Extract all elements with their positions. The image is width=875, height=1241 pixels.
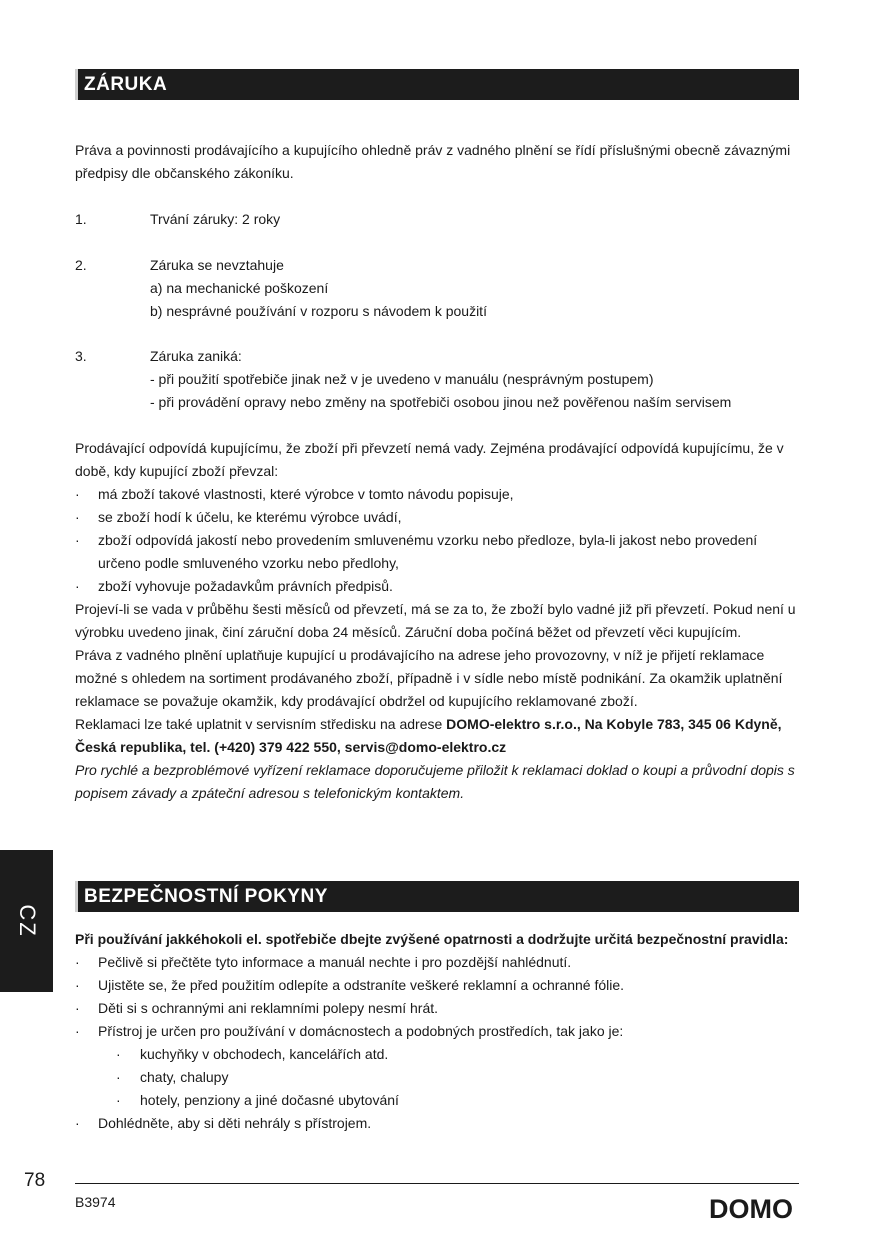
list-item-text: má zboží takové vlastnosti, které výrobce v tomto návodu popisuje, xyxy=(98,486,514,502)
bullet-icon: · xyxy=(116,1069,121,1085)
service-paragraph xyxy=(75,713,799,759)
italic-note: Pro rychlé a bezproblémové vyřízení reklamace doporučujeme přiložit k reklamaci doklad o koupi a průvodní dopis s popisem závady a zpáteční adresou s telefonickým kontaktem. xyxy=(75,762,795,801)
domo-logo xyxy=(702,1194,800,1222)
safety-intro: Při používání jakkéhokoli el. spotřebiče dbejte zvýšené opatrnosti a dodržujte určitá bezpečnostní pravidla: xyxy=(75,931,789,947)
defect-paragraph: Projeví-li se vada v průběhu šesti měsíců od převzetí, má se za to, že zboží bylo vadné již při převzetí. Pokud není u výrobku uvedeno jinak, činí záruční doba 24 měsíců. Záruční doba počíná běžet od převzetí věci kupujícím. xyxy=(75,601,796,640)
list-item xyxy=(75,575,799,598)
list-item xyxy=(75,997,799,1020)
item-line: - při použití spotřebiče jinak než v je uvedeno v manuálu (nesprávným postupem) xyxy=(150,371,654,387)
logo-text: DOMO xyxy=(709,1194,793,1222)
list-item xyxy=(75,974,799,997)
sub-list-item xyxy=(75,1066,799,1089)
item-number: 3. xyxy=(75,348,87,364)
seller-paragraph: Prodávající odpovídá kupujícímu, že zboží při převzetí nemá vady. Zejména prodávající odpovídá kupujícímu, že v době, kdy kupující zboží převzal: xyxy=(75,440,784,479)
language-tab-label: CZ xyxy=(14,904,40,938)
list-item xyxy=(75,506,799,529)
bullet-icon: · xyxy=(75,532,80,548)
list-item-text: Ujistěte se, že před použitím odlepíte a odstraníte veškeré reklamní a ochranné fólie. xyxy=(98,977,625,993)
service-address: DOMO-elektro s.r.o., Na Kobyle 783, 345 06 Kdyně, Česká republika, tel. (+420) 379 422 550, servis@domo-elektro.cz xyxy=(75,716,782,755)
claim-paragraph: Práva z vadného plnění uplatňuje kupující u prodávajícího na adrese jeho provozovny, v níž je přijetí reklamace možné s ohledem na sortiment prodávaného zboží, případně i v sídle nebo místě podnikání. Za okamžik uplatnění reklamace se považuje okamžik, kdy prodávající obdržel od kupujícího reklamované zboží. xyxy=(75,647,783,709)
list-item-text: zboží vyhovuje požadavkům právních předpisů. xyxy=(98,578,393,594)
page-number: 78 xyxy=(24,1170,46,1191)
bullet-icon: · xyxy=(75,954,80,970)
list-item xyxy=(75,483,799,506)
item-line: a) na mechanické poškození xyxy=(150,280,329,296)
service-prefix: Reklamaci lze také uplatnit v servisním středisku na adrese xyxy=(75,716,447,732)
bullet-icon: · xyxy=(75,977,80,993)
list-item-text: Dohlédněte, aby si děti nehrály s přístrojem. xyxy=(98,1115,372,1131)
list-item-text: Přístroj je určen pro používání v domácnostech a podobných prostředích, tak jako je: xyxy=(98,1023,624,1039)
bullet-icon: · xyxy=(116,1046,121,1062)
bullet-icon: · xyxy=(75,509,80,525)
item-line: - při provádění opravy nebo změny na spotřebiči osobou jinou než pověřenou naším servisem xyxy=(150,394,732,410)
item-line: Trvání záruky: 2 roky xyxy=(150,211,281,227)
language-tab xyxy=(0,850,53,992)
bullet-icon: · xyxy=(75,1023,80,1039)
safety-body xyxy=(75,928,799,1135)
list-item-text: hotely, penziony a jiné dočasné ubytování xyxy=(140,1092,399,1108)
sub-list-item xyxy=(75,1089,799,1112)
item-number: 2. xyxy=(75,257,87,273)
item-line: Záruka se nevztahuje xyxy=(150,257,284,273)
list-item-text: se zboží hodí k účelu, ke kterému výrobce uvádí, xyxy=(98,509,402,525)
list-item-text: Děti si s ochrannými ani reklamními polepy nesmí hrát. xyxy=(98,1000,439,1016)
list-item xyxy=(75,951,799,974)
bullet-icon: · xyxy=(75,1000,80,1016)
bullet-icon: · xyxy=(75,1115,80,1131)
list-item xyxy=(75,1112,799,1135)
bullet-icon: · xyxy=(75,578,80,594)
warranty-body xyxy=(75,437,799,805)
model-number: B3974 xyxy=(75,1194,116,1210)
list-item-text: kuchyňky v obchodech, kancelářích atd. xyxy=(140,1046,389,1062)
list-item xyxy=(75,529,799,575)
item-number: 1. xyxy=(75,211,87,227)
bullet-icon: · xyxy=(116,1092,121,1108)
section-title-safety: BEZPEČNOSTNÍ POKYNY xyxy=(75,881,799,912)
list-item-text: Pečlivě si přečtěte tyto informace a manuál nechte i pro pozdější nahlédnutí. xyxy=(98,954,572,970)
list-item-text: chaty, chalupy xyxy=(140,1069,229,1085)
bullet-icon: · xyxy=(75,486,80,502)
sub-list-item xyxy=(75,1043,799,1066)
footer-divider xyxy=(75,1183,799,1184)
warranty-intro: Práva a povinnosti prodávajícího a kupujícího ohledně práv z vadného plnění se řídí příslušnými obecně závaznými předpisy dle občanského zákoníku. xyxy=(75,142,791,181)
item-line: Záruka zaniká: xyxy=(150,348,242,364)
item-line: b) nesprávné používání v rozporu s návodem k použití xyxy=(150,303,487,319)
section-title-warranty: ZÁRUKA xyxy=(75,69,799,100)
list-item-text: zboží odpovídá jakostí nebo provedením smluvenému vzorku nebo předloze, byla-li jakost nebo provedení určeno podle smluveného vzorku nebo předlohy, xyxy=(98,532,758,571)
list-item xyxy=(75,1020,799,1043)
